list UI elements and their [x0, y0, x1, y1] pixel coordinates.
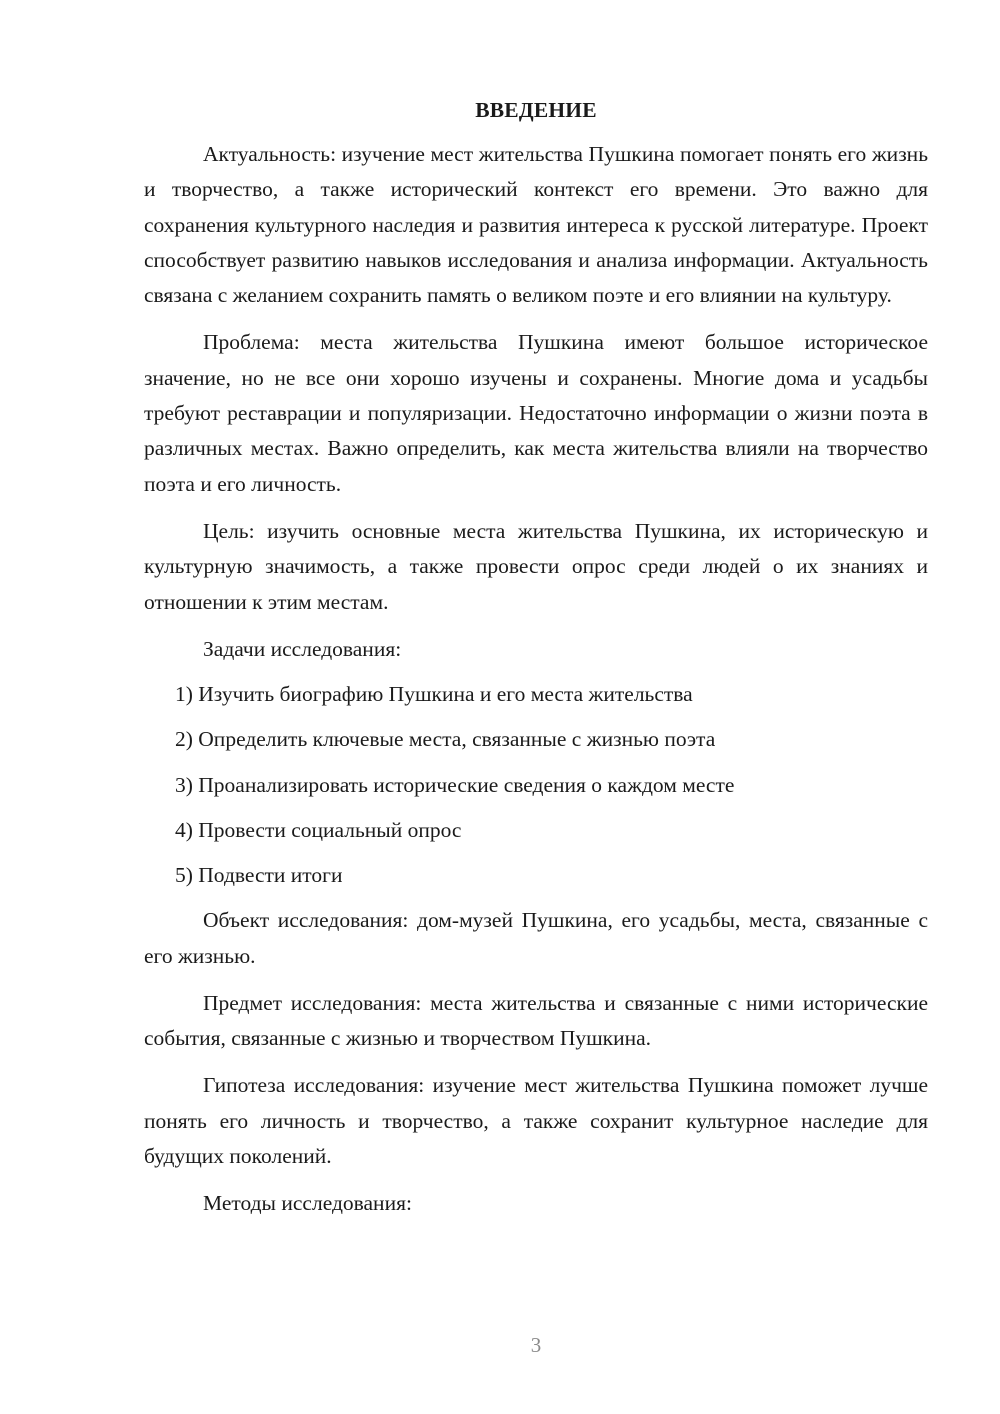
- tasks-list: [144, 677, 928, 893]
- list-item: 3) Проанализировать исторические сведения о каждом месте: [175, 772, 735, 797]
- tasks-heading: Задачи исследования:: [203, 636, 402, 661]
- document-page: [144, 95, 928, 1232]
- paragraph-subject: Предмет исследования: места жительства и связанные с ними исторические события, связанные с жизнью и творчеством Пушкина.: [144, 990, 928, 1051]
- list-item: 5) Подвести итоги: [175, 862, 343, 887]
- list-item: 2) Определить ключевые места, связанные с жизнью поэта: [175, 727, 716, 752]
- list-item: 4) Провести социальный опрос: [175, 817, 462, 842]
- list-item: 1) Изучить биографию Пушкина и его места жительства: [175, 682, 693, 707]
- paragraph-hypothesis: Гипотеза исследования: изучение мест жительства Пушкина поможет лучше понять его личность и творчество, а также сохранит культурное наследие для будущих поколений.: [144, 1073, 928, 1168]
- methods-heading: Методы исследования:: [203, 1191, 412, 1216]
- paragraph-goal: Цель: изучить основные места жительства Пушкина, их историческую и культурную значимость, а также провести опрос среди людей о их знаниях и отношении к этим местам.: [144, 518, 928, 614]
- paragraph-problem: Проблема: места жительства Пушкина имеют большое историческое значение, но не все они хорошо изучены и сохранены. Многие дома и усадьбы требуют реставрации и популяризации. Недостаточно информации о жизни поэта в различных местах. Важно определить, как места жительства влияли на творчество поэта и его личность.: [144, 330, 928, 496]
- paragraph-object: Объект исследования: дом-музей Пушкина, его усадьбы, места, связанные с его жизнью.: [144, 908, 928, 968]
- page-number: 3: [530, 1333, 542, 1357]
- paragraph-relevance: Актуальность: изучение мест жительства Пушкина помогает понять его жизнь и творчество, а также исторический контекст его времени. Это важно для сохранения культурного наследия и развития интереса к русской литературе. Проект способствует развитию навыков исследования и анализа информации. Актуальность связана с желанием сохранить память о великом поэте и его влиянии на культуру.: [144, 142, 928, 308]
- section-title: ВВЕДЕНИЕ: [475, 98, 597, 122]
